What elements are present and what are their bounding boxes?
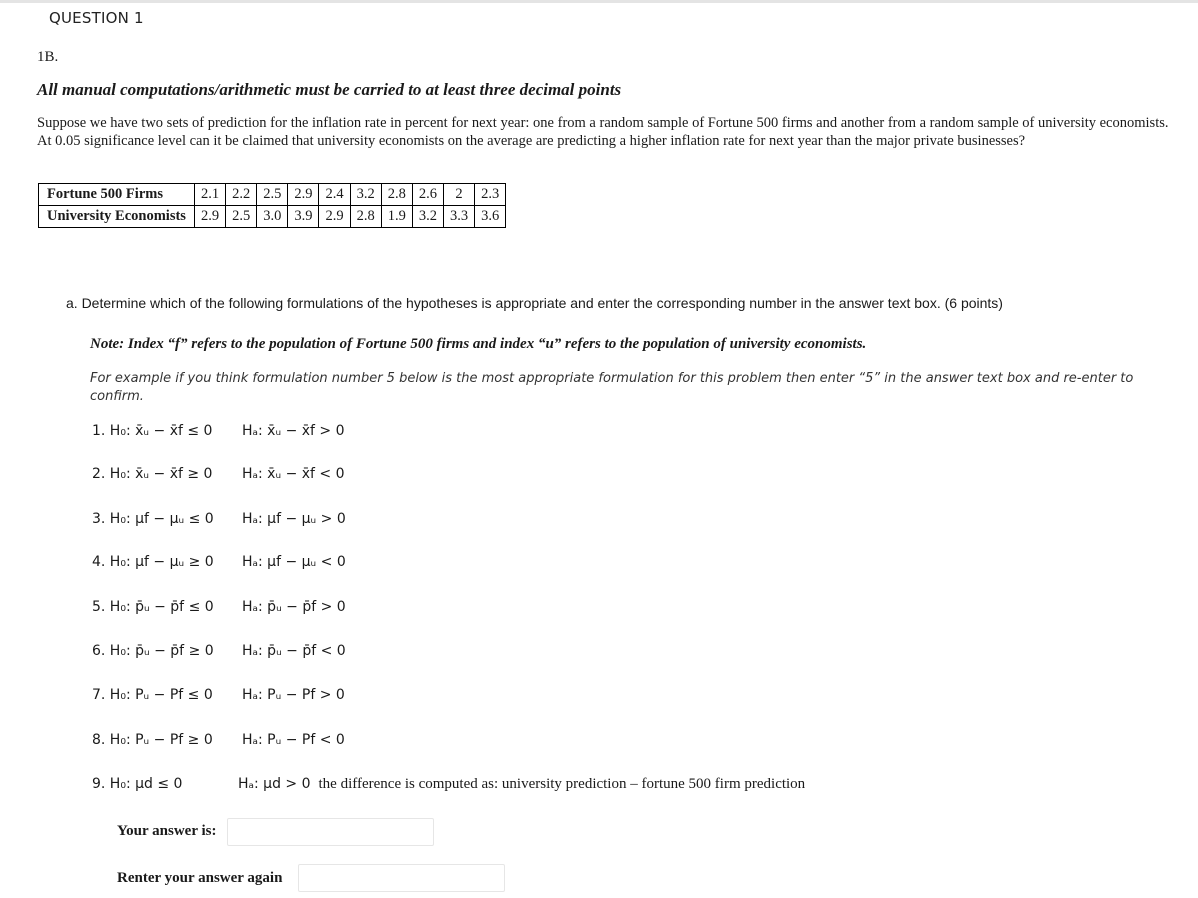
table-cell: 3.0 [257,206,288,228]
alt-hypothesis: Hₐ: μf − μᵤ > 0 [242,511,346,527]
part-a-prompt: a. Determine which of the following formulations of the hypotheses is appropriate and enter the corresponding number in the answer text box. (6 points) [66,295,1003,311]
alt-hypothesis: Hₐ: x̄ᵤ − x̄f < 0 [242,466,345,482]
question-title: QUESTION 1 [49,9,144,27]
difference-note: the difference is computed as: university prediction – fortune 500 firm prediction [318,776,806,792]
table-cell: 2.9 [288,184,319,206]
row-label: University Economists [39,206,195,228]
table-row [39,184,506,206]
null-hypothesis: 8. H₀: Pᵤ − Pf ≥ 0 [92,732,213,748]
table-cell: 2.8 [350,206,381,228]
table-cell: 2 [443,184,474,206]
hypothesis-option-7 [92,687,345,703]
alt-hypothesis: Hₐ: μf − μᵤ < 0 [242,554,346,570]
top-divider [0,0,1198,3]
alt-hypothesis: Hₐ: p̄ᵤ − p̄f > 0 [242,599,346,615]
alt-hypothesis: Hₐ: x̄ᵤ − x̄f > 0 [242,423,345,439]
index-note: Note: Index “f” refers to the population of Fortune 500 firms and index “u” refers to the population of university economists. [90,336,867,352]
data-table [38,183,506,228]
hypothesis-option-1 [92,423,345,439]
null-hypothesis: 6. H₀: p̄ᵤ − p̄f ≥ 0 [92,643,214,659]
null-hypothesis: 7. H₀: Pᵤ − Pf ≤ 0 [92,687,213,703]
answer-label: Your answer is: [117,823,217,839]
instruction-text: All manual computations/arithmetic must be carried to at least three decimal points [37,80,622,99]
alt-hypothesis: Hₐ: Pᵤ − Pf < 0 [242,732,345,748]
table-cell: 2.9 [319,206,350,228]
hypothesis-option-6 [92,643,346,659]
null-hypothesis: 9. H₀: μd ≤ 0 [92,776,183,792]
reenter-label: Renter your answer again [117,870,283,886]
table-cell: 2.3 [475,184,506,206]
alt-hypothesis: Hₐ: Pᵤ − Pf > 0 [242,687,345,703]
hypothesis-option-9 [92,776,805,793]
table-cell: 3.2 [412,206,443,228]
table-cell: 2.8 [381,184,412,206]
table-cell: 2.1 [194,184,225,206]
table-cell: 3.6 [475,206,506,228]
table-cell: 3.3 [443,206,474,228]
table-cell: 2.4 [319,184,350,206]
question-prompt: Suppose we have two sets of prediction for the inflation rate in percent for next year: one from a random sample of Fortune 500 firms and another from a random sample of university economists. At 0.05 significance level can it be claimed that university economists on the average are predicting a higher inflation rate for next year than the major private businesses? [37,115,1169,149]
table-cell: 2.5 [226,206,257,228]
hypothesis-option-5 [92,599,346,615]
table-cell: 2.2 [226,184,257,206]
hypothesis-option-4 [92,554,346,570]
table-cell: 2.5 [257,184,288,206]
answer-input[interactable] [227,818,434,846]
section-label: 1B. [37,49,59,65]
hypothesis-option-2 [92,466,345,482]
reenter-input[interactable] [298,864,505,892]
hypothesis-option-3 [92,511,346,527]
table-cell: 2.6 [412,184,443,206]
table-cell: 3.2 [350,184,381,206]
alt-hypothesis: Hₐ: μd > 0 [238,776,311,792]
null-hypothesis: 4. H₀: μf − μᵤ ≥ 0 [92,554,214,570]
table-cell: 2.9 [194,206,225,228]
alt-hypothesis: Hₐ: p̄ᵤ − p̄f < 0 [242,643,346,659]
example-text: For example if you think formulation number 5 below is the most appropriate formulation for this problem then enter “5” in the answer text box and re-enter to confirm. [90,371,1134,404]
null-hypothesis: 3. H₀: μf − μᵤ ≤ 0 [92,511,214,527]
null-hypothesis: 5. H₀: p̄ᵤ − p̄f ≤ 0 [92,599,214,615]
table-cell: 3.9 [288,206,319,228]
table-cell: 1.9 [381,206,412,228]
table-row [39,206,506,228]
hypothesis-option-8 [92,732,345,748]
row-label: Fortune 500 Firms [39,184,195,206]
null-hypothesis: 2. H₀: x̄ᵤ − x̄f ≥ 0 [92,466,213,482]
null-hypothesis: 1. H₀: x̄ᵤ − x̄f ≤ 0 [92,423,213,439]
